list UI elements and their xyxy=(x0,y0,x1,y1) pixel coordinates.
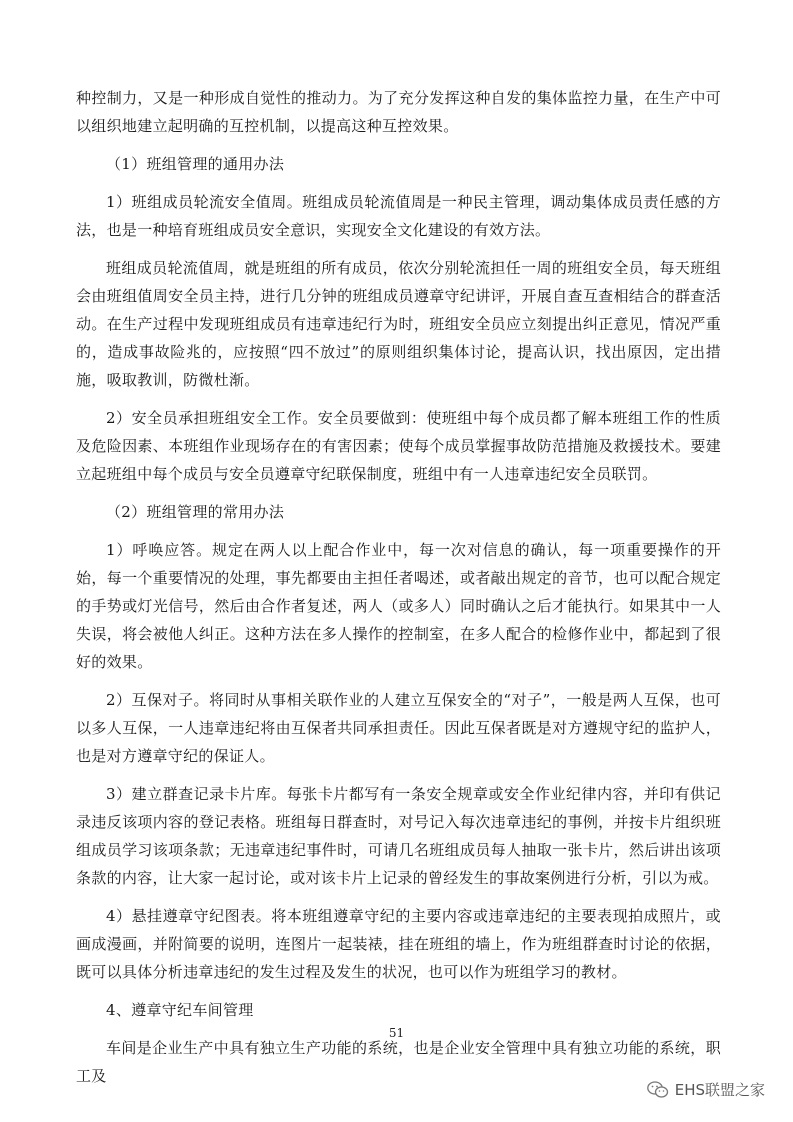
brand-label: EHS联盟之家 xyxy=(674,1081,765,1099)
paragraph: 车间是企业生产中具有独立生产功能的系统，也是企业安全管理中具有独立功能的系统，职工及 xyxy=(76,1039,721,1085)
page-body xyxy=(76,84,721,1100)
paragraph: 2）安全员承担班组安全工作。安全员要做到：使班组中每个成员都了解本班组工作的性质及危险因素、本班组作业现场存在的有害因素；使每个成员掌握事故防范措施及救援技术。要建立起班组中每个成员与安全员遵章守纪联保制度，班组中有一人违章违纪安全员联罚。 xyxy=(76,409,721,483)
brand-watermark xyxy=(647,1079,765,1100)
paragraph: 种控制力，又是一种形成自觉性的推动力。为了充分发挥这种自发的集体监控力量，在生产中可以组织地建立起明确的互控机制，以提高这种互控效果。 xyxy=(76,89,721,135)
section-heading: （1）班组管理的通用办法 xyxy=(106,155,285,173)
section-heading: （2）班组管理的常用办法 xyxy=(106,503,285,521)
paragraph: 1）班组成员轮流安全值周。班组成员轮流值周是一种民主管理，调动集体成员责任感的方法，也是一种培育班组成员安全意识，实现安全文化建设的有效方法。 xyxy=(76,193,721,239)
paragraph: 4）悬挂遵章守纪图表。将本班组遵章守纪的主要内容或违章违纪的主要表现拍成照片，或画成漫画，并附简要的说明，连图片一起装裱，挂在班组的墙上，作为班组群查时讨论的依据，既可以具体分析违章违纪的发生过程及发生的状况，也可以作为班组学习的教材。 xyxy=(76,907,721,981)
page-number: 51 xyxy=(388,1026,405,1040)
paragraph: 班组成员轮流值周，就是班组的所有成员，依次分别轮流担任一周的班组安全员，每天班组会由班组值周安全员主持，进行几分钟的班组成员遵章守纪讲评，开展自查互查相结合的群查活动。在生产过程中发现班组成员有违章违纪行为时，班组安全员应立刻提出纠正意见，情况严重的，造成事故险兆的，应按照“四不放过”的原则组织集体讨论，提高认识，找出原因，定出措施，吸取教训，防微杜渐。 xyxy=(76,259,721,389)
paragraph: 3）建立群查记录卡片库。每张卡片都写有一条安全规章或安全作业纪律内容，并印有供记录违反该项内容的登记表格。班组每日群查时，对号记入每次违章违纪的事例，并按卡片组织班组成员学习该项条款；无违章违纪事件时，可请几名班组成员每人抽取一张卡片，然后讲出该项条款的内容，让大家一起讨论，或对该卡片上记录的曾经发生的事故案例进行分析，引以为戒。 xyxy=(76,785,721,887)
section-heading: 4、遵章守纪车间管理 xyxy=(106,1001,254,1019)
wechat-icon xyxy=(647,1080,669,1100)
paragraph: 1）呼唤应答。规定在两人以上配合作业中，每一次对信息的确认，每一项重要操作的开始，每一个重要情况的处理，事先都要由主担任者喝述，或者敲出规定的音节，也可以配合规定的手势或灯光信号，然后由合作者复述，两人（或多人）同时确认之后才能执行。如果其中一人失误，将会被他人纠正。这种方法在多人操作的控制室，在多人配合的检修作业中，都起到了很好的效果。 xyxy=(76,541,721,671)
paragraph: 2）互保对子。将同时从事相关联作业的人建立互保安全的“对子”，一般是两人互保，也可以多人互保，一人违章违纪将由互保者共同承担责任。因此互保者既是对方遵规守纪的监护人，也是对方遵章守纪的保证人。 xyxy=(76,691,721,765)
